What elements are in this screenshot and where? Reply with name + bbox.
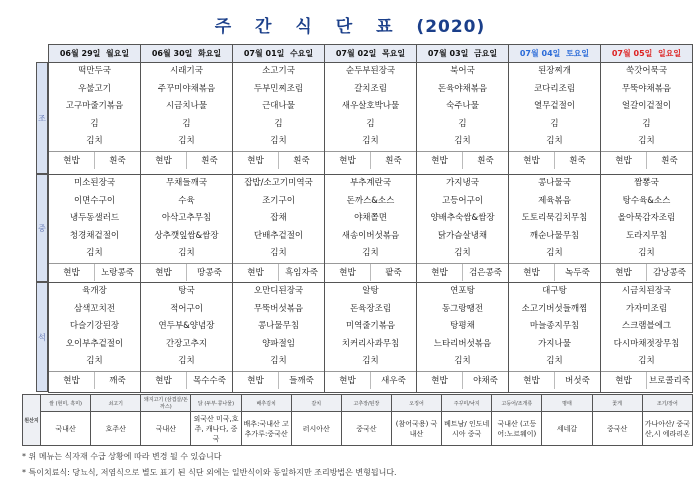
rice-item: 현밥 <box>523 375 540 386</box>
menu-item: 김치 <box>454 248 471 258</box>
menu-cell <box>141 63 233 175</box>
day-header-sunday: 07월 05일 일요일 <box>601 45 693 63</box>
menu-item: 김치 <box>178 248 195 258</box>
porridge-item: 흰죽 <box>94 152 140 169</box>
rice-item: 현밥 <box>63 375 80 386</box>
menu-cell <box>233 63 325 175</box>
rice-item: 현밥 <box>155 267 172 278</box>
origin-value: 가나아산/ 중국산,시 에라리온 <box>642 412 692 446</box>
notes <box>22 449 397 481</box>
rice-porridge-row <box>141 151 232 169</box>
porridge-item: 흰죽 <box>646 152 692 169</box>
menu-item: 알탕 <box>362 286 379 296</box>
menu-item: 육개장 <box>82 286 107 296</box>
menu-item: 부추계란국 <box>349 178 392 188</box>
menu-item: 무채들깨국 <box>165 178 208 188</box>
origin-header: 고추장/된장 <box>341 395 391 412</box>
menu-item: 스크램블에그 <box>621 321 672 331</box>
menu-item: 시금치된장국 <box>621 286 672 296</box>
menu-item: 아삭고추무침 <box>161 213 212 223</box>
menu-item: 청경채겉절이 <box>69 230 120 241</box>
menu-item: 탕수육&소스 <box>622 195 671 206</box>
menu-item: 이면수구이 <box>73 195 116 206</box>
menu-item: 김치 <box>86 356 103 366</box>
menu-item: 얼갈이겉절이 <box>621 101 672 111</box>
origin-header: 조기/장어 <box>642 395 692 412</box>
origin-header: 쇠고기 <box>91 395 141 412</box>
menu-item: 잡채 <box>270 213 287 223</box>
menu-item: 코다리조림 <box>533 83 576 94</box>
origin-header: 명태 <box>542 395 592 412</box>
rice-item: 현밥 <box>339 375 356 386</box>
menu-item: 올아묵감자조림 <box>617 213 676 223</box>
menu-item: 열무겉절이 <box>533 101 576 111</box>
porridge-item: 감낭콩죽 <box>646 264 692 281</box>
menu-item: 무뚝버섯볶음 <box>253 303 304 314</box>
menu-item: 김 <box>550 118 559 129</box>
menu-item: 김치 <box>454 136 471 146</box>
menu-item: 떡만두국 <box>78 66 111 76</box>
menu-item: 갈치조림 <box>354 83 387 94</box>
rice-porridge-row <box>509 371 600 389</box>
menu-item: 김치 <box>546 136 563 146</box>
menu-item: 김 <box>366 118 375 129</box>
origin-value: 베트남/ 인도네시아 중국 <box>442 412 492 446</box>
menu-item: 근대나물 <box>262 101 295 111</box>
menu-item: 김치 <box>270 356 287 366</box>
rice-porridge-row <box>509 263 600 281</box>
menu-item: 시래기국 <box>170 66 203 76</box>
menu-cell <box>233 283 325 393</box>
menu-cell <box>141 283 233 393</box>
origin-header: 쌀 (현미, 흑미) <box>41 395 91 412</box>
meal-label-breakfast: 조 <box>36 62 48 174</box>
menu-item: 김치 <box>362 248 379 258</box>
menu-item: 적어구이 <box>170 303 203 314</box>
rice-porridge-row <box>601 371 692 389</box>
menu-item: 김 <box>90 118 99 129</box>
menu-item: 고등어구이 <box>441 195 484 206</box>
rice-item: 현밥 <box>523 267 540 278</box>
menu-item: 고구마줄기볶음 <box>65 101 124 111</box>
menu-cell <box>601 63 693 175</box>
origin-value: 호주산 <box>91 412 141 446</box>
menu-item: 조기구이 <box>262 195 295 206</box>
rice-item: 현밥 <box>615 155 632 166</box>
menu-item: 수육 <box>178 195 195 206</box>
meal-row <box>49 175 693 283</box>
rice-porridge-row <box>325 151 416 169</box>
menu-cell <box>509 283 601 393</box>
menu-item: 김치 <box>362 356 379 366</box>
rice-porridge-row <box>325 263 416 281</box>
menu-item: 북어국 <box>450 66 475 76</box>
rice-porridge-row <box>601 263 692 281</box>
menu-item: 동그랑땡전 <box>441 303 484 314</box>
menu-item: 단배추겉절이 <box>253 230 304 241</box>
menu-item: 주꾸미야채볶음 <box>157 83 216 94</box>
rice-porridge-row <box>509 151 600 169</box>
menu-item: 무뚝야채볶음 <box>621 83 672 94</box>
menu-item: 김치 <box>546 356 563 366</box>
origin-header: 배추김치 <box>241 395 291 412</box>
menu-item: 두부민찌조림 <box>253 83 304 94</box>
day-header: 06월 30일 화요일 <box>141 45 233 63</box>
porridge-item: 목수수죽 <box>186 372 232 389</box>
origin-table <box>22 394 693 446</box>
rice-item: 현밥 <box>63 267 80 278</box>
origin-value: 외국산 미국,호주, 캐나다, 중국 <box>191 412 241 446</box>
day-header-row <box>49 45 693 63</box>
rice-porridge-row <box>233 263 324 281</box>
menu-item: 냉두동샐러드 <box>69 213 120 223</box>
porridge-item: 흑임자죽 <box>278 264 324 281</box>
menu-cell <box>417 63 509 175</box>
rice-porridge-row <box>417 151 508 169</box>
menu-item: 김치 <box>638 356 655 366</box>
day-header: 07월 01일 수요일 <box>233 45 325 63</box>
menu-cell <box>141 175 233 283</box>
menu-item: 된장찌개 <box>538 66 571 76</box>
porridge-item: 흰죽 <box>186 152 232 169</box>
menu-item: 김치 <box>270 248 287 258</box>
menu-item: 김 <box>642 118 651 129</box>
menu-item: 새우살호박나물 <box>341 101 400 111</box>
porridge-item: 녹두죽 <box>554 264 600 281</box>
rice-item: 현밥 <box>431 155 448 166</box>
menu-item: 제육볶음 <box>538 195 571 206</box>
menu-item: 김 <box>182 118 191 129</box>
rice-porridge-row <box>601 151 692 169</box>
menu-cell <box>601 175 693 283</box>
rice-porridge-row <box>141 371 232 389</box>
menu-item: 짬뽕국 <box>634 178 659 188</box>
rice-porridge-row <box>233 371 324 389</box>
porridge-item: 땅콩죽 <box>186 264 232 281</box>
menu-item: 우불고기 <box>78 83 111 94</box>
menu-item: 콩나물무침 <box>257 321 300 331</box>
porridge-item: 들깨죽 <box>278 372 324 389</box>
day-header: 06월 29일 월요일 <box>49 45 141 63</box>
rice-porridge-row <box>417 371 508 389</box>
menu-item: 마늘종지무침 <box>529 321 580 331</box>
porridge-item: 새우죽 <box>370 372 416 389</box>
origin-label: 원산지 <box>23 395 41 446</box>
menu-item: 느타리버섯볶음 <box>433 338 492 349</box>
menu-item: 김치 <box>86 136 103 146</box>
porridge-item: 야채죽 <box>462 372 508 389</box>
origin-header: 갈치 <box>291 395 341 412</box>
rice-item: 현밥 <box>339 155 356 166</box>
menu-item: 양배추숙쌈&쌈장 <box>430 213 495 223</box>
origin-value: 배추:국내산 고추가루:중국산 <box>241 412 291 446</box>
menu-item: 소고기국 <box>262 66 295 76</box>
origin-values-row <box>23 412 693 446</box>
rice-porridge-row <box>141 263 232 281</box>
origin-value: (참어국용) 국내산 <box>391 412 441 446</box>
menu-item: 김치 <box>178 136 195 146</box>
meal-label-dinner: 석 <box>36 282 48 392</box>
menu-cell <box>49 63 141 175</box>
rice-item: 현밥 <box>615 267 632 278</box>
menu-item: 가자미조림 <box>625 303 668 314</box>
menu-item: 시금치나물 <box>165 101 208 111</box>
menu-item: 숙주나물 <box>446 101 479 111</box>
menu-item: 소고기버섯들깨찜 <box>521 303 588 314</box>
menu-item: 미역줄기볶음 <box>345 321 396 331</box>
menu-cell <box>325 63 417 175</box>
rice-item: 현밥 <box>155 155 172 166</box>
menu-item: 돈육야채볶음 <box>437 83 488 94</box>
porridge-item: 깨죽 <box>94 372 140 389</box>
origin-header: 고등어/조개류 <box>492 395 542 412</box>
menu-item: 도토리묵김치무침 <box>521 213 588 223</box>
origin-value: 국내산 <box>41 412 91 446</box>
menu-item: 쑥갓어묵국 <box>625 66 668 76</box>
porridge-item: 팥죽 <box>370 264 416 281</box>
menu-item: 양파절임 <box>262 338 295 349</box>
menu-item: 김치 <box>86 248 103 258</box>
menu-item: 오이부추겉절이 <box>65 338 124 349</box>
origin-header: 닭 (두부·콩나물) <box>191 395 241 412</box>
origin-header: 돼지고기 (삼겹살/돈까스) <box>141 395 191 412</box>
menu-cell <box>233 175 325 283</box>
menu-item: 돈육장조림 <box>349 303 392 314</box>
menu-cell <box>509 175 601 283</box>
menu-item: 간장고추지 <box>165 338 208 349</box>
origin-value: 중국산 <box>592 412 642 446</box>
menu-item: 가지나물 <box>538 338 571 349</box>
origin-value: 국내산 (고등어:노르웨이) <box>492 412 542 446</box>
note-line: * 위 메뉴는 식자재 수급 상황에 따라 변경 될 수 있습니다 <box>22 449 397 465</box>
rice-porridge-row <box>49 263 140 281</box>
menu-cell <box>417 283 509 393</box>
rice-item: 현밥 <box>431 375 448 386</box>
menu-cell <box>49 175 141 283</box>
rice-item: 현밥 <box>247 375 264 386</box>
menu-item: 다시마채젓장무침 <box>613 338 680 349</box>
menu-item: 새송이버섯볶음 <box>341 230 400 241</box>
origin-header-row <box>23 395 693 412</box>
rice-item: 현밥 <box>523 155 540 166</box>
menu-item: 연두부&양념장 <box>158 321 215 331</box>
menu-item: 상추깻잎쌈&쌈장 <box>154 230 219 241</box>
menu-item: 다슬기강된장 <box>69 321 120 331</box>
menu-item: 오만디된장국 <box>253 286 304 296</box>
rice-item: 현밥 <box>615 375 632 386</box>
title-text: 주 간 식 단 표 <box>214 17 402 37</box>
title-year: (2020) <box>416 17 486 37</box>
page-title <box>0 12 700 37</box>
rice-item: 현밥 <box>247 267 264 278</box>
menu-item: 콩나물국 <box>538 178 571 188</box>
porridge-item: 흰죽 <box>278 152 324 169</box>
menu-item: 도라지무침 <box>625 230 668 241</box>
menu-item: 김 <box>274 118 283 129</box>
porridge-item: 브로콜리죽 <box>646 372 692 389</box>
porridge-item: 버섯죽 <box>554 372 600 389</box>
rice-item: 현밥 <box>431 267 448 278</box>
menu-cell <box>417 175 509 283</box>
rice-item: 현밥 <box>339 267 356 278</box>
origin-header: 꽃게 <box>592 395 642 412</box>
meal-row <box>49 283 693 393</box>
meal-row <box>49 63 693 175</box>
menu-item: 순두부된장국 <box>345 66 396 76</box>
origin-value: 러시아산 <box>291 412 341 446</box>
menu-item: 치커리사과무침 <box>341 338 400 349</box>
menu-cell <box>509 63 601 175</box>
origin-value: 중국산 <box>341 412 391 446</box>
menu-item: 김치 <box>178 356 195 366</box>
menu-cell <box>49 283 141 393</box>
day-header-saturday: 07월 04일 토요일 <box>509 45 601 63</box>
menu-item: 김치 <box>546 248 563 258</box>
menu-item: 김치 <box>270 136 287 146</box>
origin-header: 오징어 <box>391 395 441 412</box>
rice-item: 현밥 <box>155 375 172 386</box>
porridge-item: 노랑콩죽 <box>94 264 140 281</box>
menu-item: 탕국 <box>178 286 195 296</box>
day-header: 07월 02일 목요일 <box>325 45 417 63</box>
rice-porridge-row <box>325 371 416 389</box>
menu-item: 잡밥/소고기미역국 <box>244 178 313 188</box>
day-header: 07월 03일 금요일 <box>417 45 509 63</box>
origin-header: 주꾸미/낙지 <box>442 395 492 412</box>
menu-item: 돈까스&소스 <box>346 195 395 206</box>
menu-item: 미소된장국 <box>73 178 116 188</box>
meal-label-lunch: 중 <box>36 174 48 282</box>
menu-item: 삼색꼬치전 <box>73 303 116 314</box>
menu-item: 가지냉국 <box>446 178 479 188</box>
menu-item: 연포탕 <box>450 286 475 296</box>
menu-item: 김치 <box>638 248 655 258</box>
porridge-item: 검은콩죽 <box>462 264 508 281</box>
menu-item: 김치 <box>454 356 471 366</box>
origin-value: 국내산 <box>141 412 191 446</box>
menu-cell <box>325 175 417 283</box>
menu-item: 깨순나물무침 <box>529 230 580 241</box>
menu-item: 탕평채 <box>450 321 475 331</box>
menu-item: 김치 <box>638 136 655 146</box>
menu-cell <box>325 283 417 393</box>
porridge-item: 흰죽 <box>554 152 600 169</box>
rice-porridge-row <box>49 371 140 389</box>
menu-item: 대구탕 <box>542 286 567 296</box>
rice-porridge-row <box>233 151 324 169</box>
rice-item: 현밥 <box>63 155 80 166</box>
rice-porridge-row <box>417 263 508 281</box>
porridge-item: 흰죽 <box>462 152 508 169</box>
menu-item: 닭가슴살냉채 <box>437 230 488 241</box>
note-line: * 특이치료식: 당뇨식, 저염식으로 별도 표기 된 식단 외에는 일반식이와 동일하지만 조리방법은 변형됩니다. <box>22 465 397 481</box>
menu-item: 야채쫄면 <box>354 213 387 223</box>
menu-item: 김 <box>458 118 467 129</box>
menu-item: 김치 <box>362 136 379 146</box>
origin-value: 세네갈 <box>542 412 592 446</box>
rice-item: 현밥 <box>247 155 264 166</box>
rice-porridge-row <box>49 151 140 169</box>
porridge-item: 흰죽 <box>370 152 416 169</box>
menu-cell <box>601 283 693 393</box>
weekly-menu-table <box>48 44 693 393</box>
